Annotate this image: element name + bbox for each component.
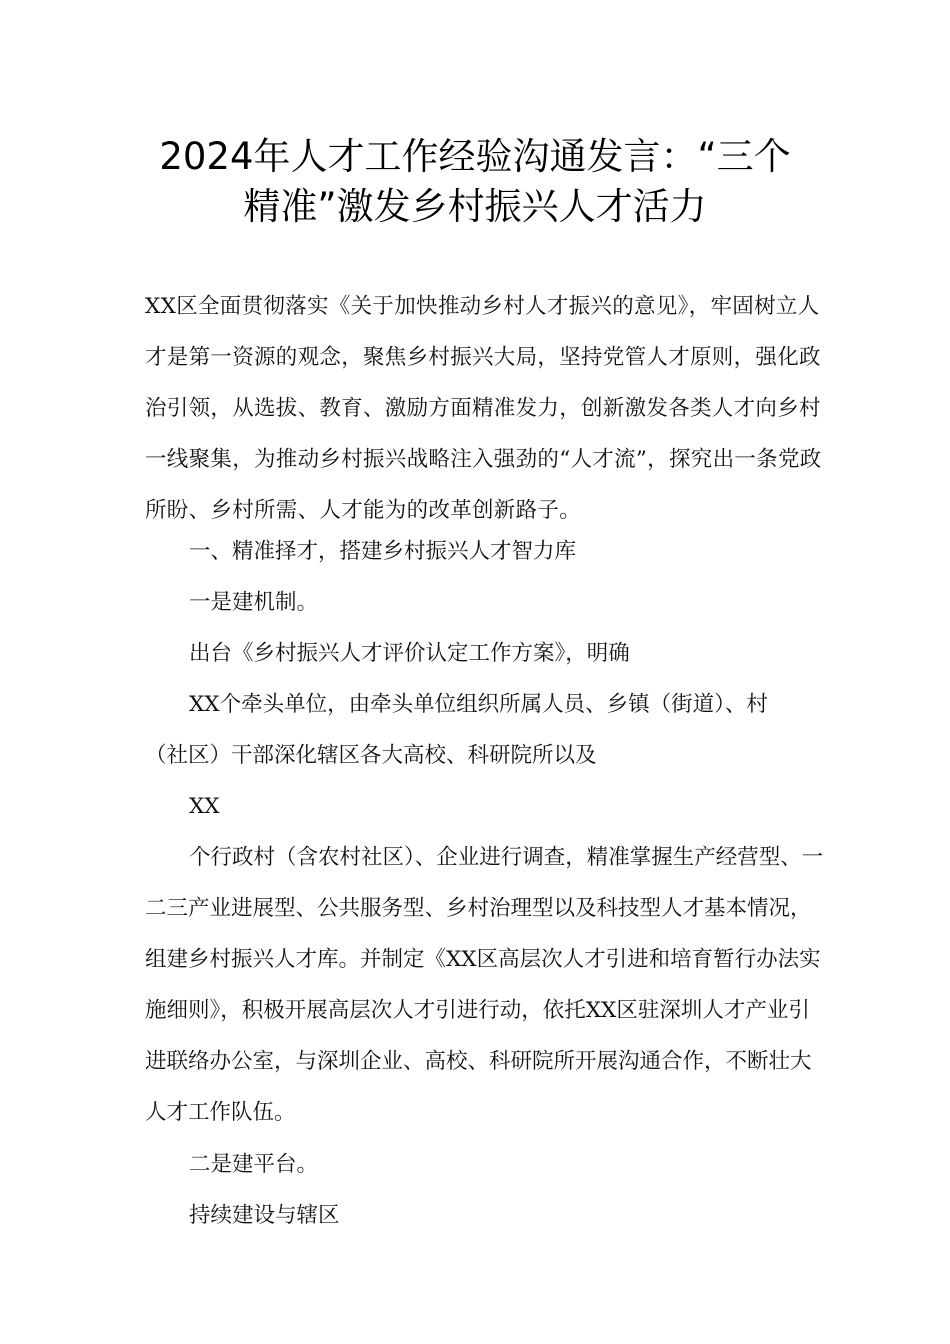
document-title-line-2: 精准”激发乡村振兴人才活力: [243, 185, 707, 228]
point1-line-4: XX: [189, 794, 220, 819]
point1-paragraph: 个行政村（含农村社区）、企业进行调查，精准掌握生产经营型、一二三产业进展型、公共服务型、乡村治理型以及科技型人才基本情况，组建乡村振兴人才库。并制定《XX区高层次人才引进和培育暂行办法实施细则》，积极开展高层次人才引进行动，依托XX区驻深圳人才产业引进联络办公室，与深圳企业、高校、科研院所开展沟通合作，不断壮大人才工作队伍。: [145, 845, 824, 1125]
document-title-line-1: 2024年人才工作经验沟通发言：“三个: [159, 135, 791, 178]
point-heading-2: 二是建平台。: [189, 1152, 319, 1177]
point2-line-1: 持续建设与辖区: [189, 1203, 340, 1228]
point1-line-1: 出台《乡村振兴人才评价认定工作方案》，明确: [189, 641, 630, 666]
point1-line-3: （社区）干部深化辖区各大高校、科研院所以及: [145, 743, 597, 768]
intro-paragraph: XX区全面贯彻落实《关于加快推动乡村人才振兴的意见》，牢固树立人才是第一资源的观念，聚焦乡村振兴大局，坚持党管人才原则，强化政治引领，从选拔、教育、激励方面精准发力，创新激发各类人才向乡村一线聚集，为推动乡村振兴战略注入强劲的“人才流”，探究出一条党政所盼、乡村所需、人才能为的改革创新路子。: [145, 294, 822, 523]
point-heading-1: 一是建机制。: [189, 590, 319, 615]
point1-line-2: XX个牵头单位，由牵头单位组织所属人员、乡镇（街道）、村: [189, 692, 768, 717]
section-heading-1: 一、精准择才，搭建乡村振兴人才智力库: [189, 539, 577, 564]
